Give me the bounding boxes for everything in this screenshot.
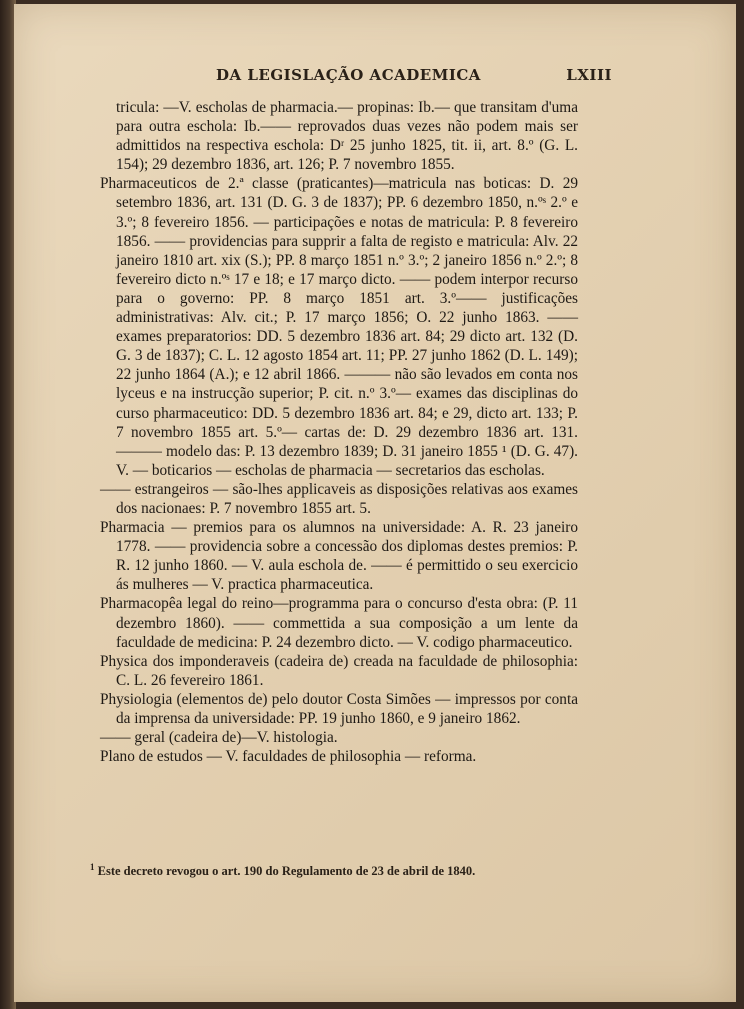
index-entry: —— geral (cadeira de)—V. histologia.	[100, 729, 338, 747]
page-number: LXIII	[566, 66, 612, 84]
running-header	[200, 62, 612, 90]
header-title: DA LEGISLAÇÃO ACADEMICA	[216, 66, 481, 84]
index-entry: —— estrangeiros — são-lhes applicaveis as disposições relativas aos exames dos nacionaes: P. 7 novembro 1855 art. 5.	[100, 480, 578, 517]
footnote	[90, 862, 570, 879]
index-entry: tricula: —V. escholas de pharmacia.— propinas: Ib.— que transitam d'uma para outra eschola: Ib.—— reprovados duas vezes não podem mais ser admittidos na respectiva eschola: Dʳ 25 junho 1825, tit. ii, art. 8.º (G. L. 154); 29 dezembro 1836, art. 126; P. 7 novembro 1855.	[116, 99, 578, 174]
index-entry: Pharmaceuticos de 2.ª classe (praticantes)—matricula nas boticas: D. 29 setembro 1836, art. 131 (D. G. 3 de 1837); PP. 6 dezembro 1850, n.ºˢ 2.º e 3.º; 8 fevereiro 1856. — participações e notas de matricula: P. 8 fevereiro 1856. —— providencias para supprir a falta de registo e matricula: Alv. 22 janeiro 1810 art. xix (S.); PP. 8 março 1851 n.º 3.º; 2 janeiro 1856 n.º 2.º; 8 fevereiro dicto n.ºˢ 17 e 18; e 17 março dicto. —— podem interpor recurso para o governo: PP. 8 março 1851 art. 3.º—— justificações administrativas: Alv. cit.; P. 17 março 1856; O. 22 junho 1863. —— exames preparatorios: DD. 5 dezembro 1836 art. 84; 29 dicto art. 132 (D. G. 3 de 1837); C. L. 12 agosto 1854 art. 11; PP. 27 junho 1862 (D. L. 149); 22 junho 1864 (A.); e 12 abril 1866. ——— não são levados em conta nos lyceus e na instrucção superior; P. cit. n.º 3.º— exames das disciplinas do curso pharmaceutico: DD. 5 dezembro 1836 art. 84; e 29, dicto art. 133; P. 7 novembro 1855 art. 5.º— cartas de: D. 29 dezembro 1836 art. 131. ——— modelo das: P. 13 dezembro 1839; D. 31 janeiro 1855 ¹ (D. G. 47). V. — boticarios — escholas de pharmacia — secretarios das escholas.	[100, 175, 578, 479]
index-body	[100, 98, 578, 766]
footnote-text: Este decreto revogou o art. 190 do Regulamento de 23 de abril de 1840.	[97, 864, 476, 879]
footnote-marker: 1	[90, 862, 95, 872]
index-entry: Plano de estudos — V. faculdades de philosophia — reforma.	[100, 748, 477, 766]
index-entry: Physica dos imponderaveis (cadeira de) creada na faculdade de philosophia: C. L. 26 fevereiro 1861.	[100, 652, 578, 689]
index-entry: Physiologia (elementos de) pelo doutor Costa Simões — impressos por conta da imprensa da universidade: PP. 19 junho 1860, e 9 janeiro 1862.	[100, 690, 578, 727]
index-entry: Pharmacopêa legal do reino—programma para o concurso d'esta obra: (P. 11 dezembro 1860). —— commettida a sua composição a um lente da faculdade de medicina: P. 24 dezembro dicto. — V. codigo pharmaceutico.	[100, 595, 578, 651]
index-entry: Pharmacia — premios para os alumnos na universidade: A. R. 23 janeiro 1778. —— providencia sobre a concessão dos diplomas destes premios: P. R. 12 junho 1860. — V. aula eschola de. —— é permittido o seu exercicio ás mulheres — V. practica pharmaceutica.	[100, 519, 578, 594]
